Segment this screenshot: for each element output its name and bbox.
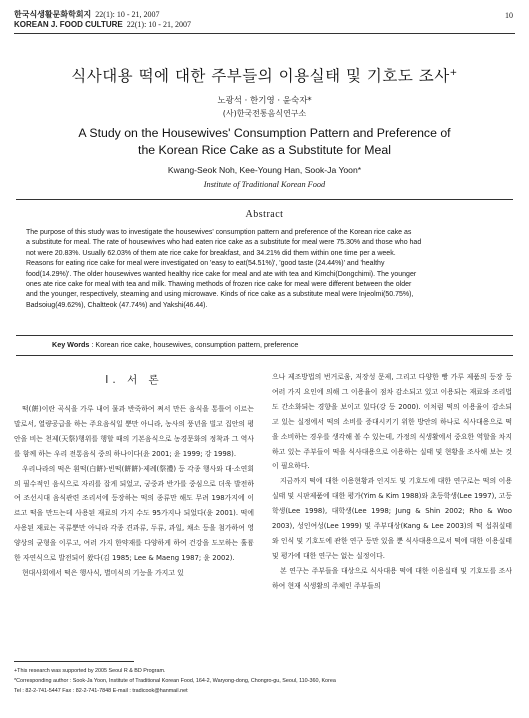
abstract-line: ones ate rice cake for meal with tea and milk. Thawing methods of frozen rice cake for meal were different between the older: [26, 281, 412, 289]
abstract-line: Reasons for eating rice cake for meal were investigated on 'easy to eat(54.51%)', 'good taste (24.44%)' and 'healthy: [26, 260, 385, 268]
footnote-contact: Tel : 82-2-741-5447 Fax : 82-2-741-7848 E-mail : tradicook@hanmail.net: [14, 688, 188, 694]
abstract-line: food(14.29%)'. The older housewives wanted healthy rice cake for meal and ate with tea and Kimchi(Dongchimi). The younger: [26, 270, 417, 278]
body-column-right: [272, 370, 512, 594]
title-korean-text: 식사대용 떡에 대한 주부들의 이용실태 및 기호도 조사: [71, 67, 450, 85]
abstract-line: not were 20.83%. Usually 62.03% of them ate rice cake for breakfast, and 34.21% did them within one time per a week.: [26, 249, 396, 257]
keywords-rule: [16, 355, 513, 356]
abstract-line: and the younger, respectively, steaming and using microwave. Kinds of rice cake as a substitute meal were Injeolmi(50.75%),: [26, 291, 414, 299]
journal-name-en: KOREAN J. FOOD CULTURE: [14, 20, 123, 29]
body-paragraph: 본 연구는 주부들을 대상으로 식사대용 떡에 대한 이용실태 및 기호도를 조사하여 현재 식생활의 주체인 주부들의: [272, 566, 512, 590]
footnote-rule: [14, 661, 134, 662]
body-column-left: [14, 370, 254, 581]
footnote-corresponding: *Corresponding author : Sook-Ja Yoon, Institute of Traditional Korean Food, 164-2, Waryong-dong, Chongro-gu, Seoul, 110-360, Korea: [14, 678, 336, 684]
journal-header: [14, 10, 191, 30]
abstract-body: [26, 228, 505, 311]
abstract-line: Badsoiug(49.62%), Chaltteok (47.74%) and Yakshi(46.44).: [26, 301, 208, 309]
journal-volume-en: 22(1): 10 - 21, 2007: [126, 20, 191, 29]
body-paragraph: 떡(餠)이란 곡식을 가루 내어 물과 반죽하여 쪄서 만든 음식을 통틀어 이르는 말로서, 열량공급을 하는 주요음식일 뿐만 아니라, 농사의 풍년을 빌고 집안의 평안을 비는 천제(天祭)행위를 행할 때의 기본음식으로 농경문화의 정착과 그 역사를 함께 하는 우리 전통음식 중의 하나이다(윤 2001; 윤 1999; 강 1998).: [14, 405, 254, 458]
affiliation-english: Institute of Traditional Korean Food: [203, 180, 326, 189]
section-heading: Ⅰ. 서 론: [105, 374, 163, 386]
abstract-heading: Abstract: [245, 209, 284, 220]
abstract-box: [16, 199, 513, 336]
keywords-label: Key Words: [52, 340, 90, 349]
title-english-line1: A Study on the Housewives' Consumption Pattern and Preference of: [78, 126, 451, 140]
keywords: [52, 340, 298, 349]
body-paragraph: 현대사회에서 떡은 행사식, 별미식의 기능을 가지고 있: [22, 568, 184, 577]
authors-english: Kwang-Seok Noh, Kee-Young Han, Sook-Ja Yoon*: [167, 165, 362, 175]
journal-volume-ko: 22(1): 10 - 21, 2007: [95, 10, 160, 19]
title-korean: [0, 64, 529, 86]
authors-korean: 노광석 · 한기영 · 윤숙자*: [217, 96, 312, 106]
affiliation-korean: (사)한국전통음식연구소: [222, 109, 307, 118]
abstract-line: The purpose of this study was to investigate the housewives' consumption pattern and preference of the Korean rice cake as: [26, 229, 412, 236]
title-footnote-mark: +: [449, 67, 458, 78]
footnote-funding: +This research was supported by 2005 Seoul R & BD Program.: [14, 668, 166, 674]
footnotes: [14, 666, 515, 696]
body-paragraph: 으나 제조방법의 번거로움, 저장성 문제, 그리고 다양한 빵 가루 제품의 등장 등 여러 가지 요인에 의해 그 이용율이 점차 감소되고 있고 이용되는 재료와 조리법도 간소화되는 경향을 보이고 있다(강 등 2000). 이처럼 떡의 이용율이 감소되고 있는 실정에서 떡의 소비를 증대시키기 위한 방안의 하나로 식사대용으로 떡을 소비하는 경우를 생각해 볼 수 있는데, 가정의 식생활에서 중요한 역할을 차지하고 있는 주부들이 떡을 식사대용으로 이용하는 실태 및 현황을 조사해 보는 것이 필요하다.: [272, 373, 512, 471]
body-paragraph: 지금까지 떡에 대한 이용현황과 인지도 및 기호도에 대한 연구로는 떡의 이용실태 및 시판제품에 대한 평가(Yim & Kim 1988)와 초등학생(Lee 1997), 고등학생(Lee 1998), 대학생(Lee 1998; Jung & Shin 2002; Rho & Woo 2003), 성인여성(Lee 1999) 및 주부대상(Kang & Lee 2003)의 떡 섭취실태와 인식 및 기호도에 관한 연구 등만 있을 뿐 식사대용으로서 떡에 대한 이용실태 및 평가에 대한 연구는 없는 실정이다.: [272, 477, 512, 560]
keywords-text: : Korean rice cake, housewives, consumption pattern, preference: [91, 340, 299, 349]
journal-name-ko: 한국식생활문화학회지: [14, 10, 92, 19]
title-english: [0, 125, 529, 159]
page-number: 10: [505, 11, 513, 20]
header-rule: [14, 33, 515, 34]
title-english-line2: the Korean Rice Cake as a Substitute for Meal: [138, 143, 391, 157]
abstract-line: a substitute for meal. The rate of housewives who had eaten rice cake as a substitute for meal were 75.30% and those who had: [26, 239, 422, 247]
body-paragraph: 우리나라의 떡은 흰떡(白餠)·빈떡(餠餠)·제례(祭禮) 등 각종 행사와 대·소연회의 필수적인 음식으로 자리를 잡게 되었고, 궁중과 반가를 중심으로 더욱 발전하여 조선시대 음식관련 조리서에 등장하는 떡의 종류만 해도 무려 198가지에 이르고 떡을 만드는데 사용된 재료의 가지 수도 95가지나 되었다(윤 2001). 떡에 사용된 재료는 곡류뿐만 아니라 각종 견과류, 두류, 과일, 채소 등을 첨가하여 영양상의 균형을 이루고, 여러 가지 한약재를 다양하게 하여 건강을 도모하는 훌륭한 자연식으로 발전되어 왔다(김 1985; Lee & Maeng 1987; 윤 2002).: [14, 464, 254, 563]
